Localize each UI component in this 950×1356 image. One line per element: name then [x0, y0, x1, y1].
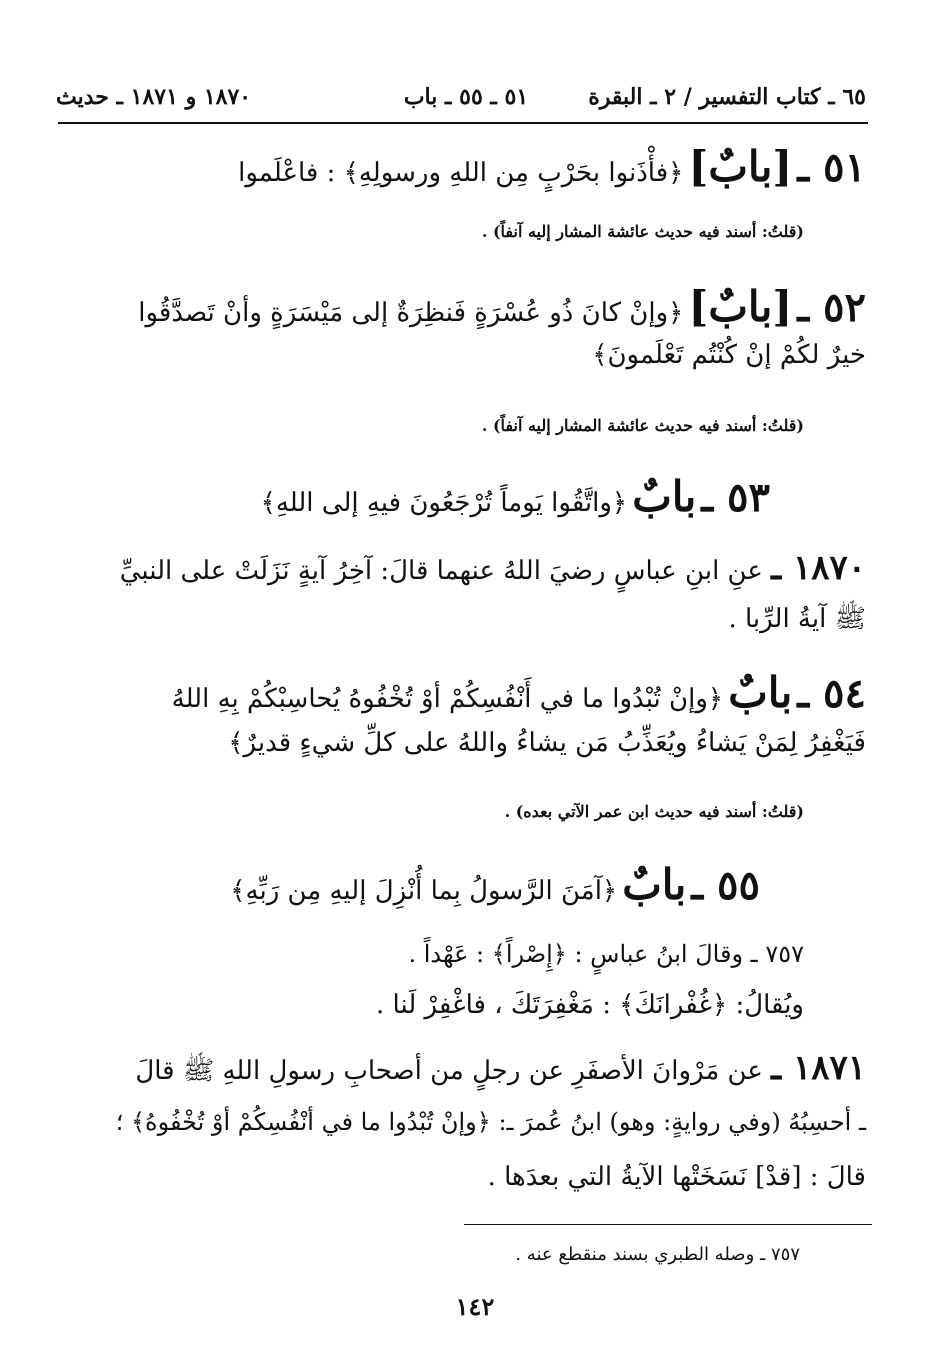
hadith-1870-line-2: ﷺ آيةُ الرِّبا .	[728, 604, 866, 634]
section-51-heading	[238, 142, 866, 191]
section-number: ٥٣ ـ	[701, 474, 770, 521]
section-number: ٥٤ ـ	[797, 670, 866, 717]
taliq-757-line-2: ويُقالُ: ﴿غُفْرانَكَ﴾ : مَغْفِرَتَكَ ، فاغْفِرْ لَنا .	[376, 990, 804, 1020]
section-verse: ﴿واتَّقُوا يَوماً تُرْجَعُونَ فيهِ إلى اللهِ﴾	[260, 488, 628, 518]
section-52-verse-line-2: خيرٌ لكُمْ إنْ كُنْتُم تَعْلَمونَ﴾	[592, 340, 866, 370]
section-verse: ﴿وإنْ كانَ ذُو عُسْرَةٍ فَنظِرَةٌ إلى مَيْسَرَةٍ وأنْ تَصدَّقُوا	[138, 298, 684, 328]
taliq-757-line-1: ٧٥٧ ـ وقالَ ابنُ عباسٍ : ﴿إِصْراً﴾ : عَهْداً .	[408, 940, 804, 968]
section-51-note: (قلتُ: أسند فيه حديث عائشة المشار إليه آنفاً) .	[481, 222, 804, 241]
hadith-1870-line-1	[120, 548, 866, 588]
section-54-heading	[172, 668, 866, 717]
page-number: ١٤٢	[455, 1292, 495, 1321]
section-label: [بابٌ]	[688, 142, 793, 191]
section-number: ٥٢ ـ	[797, 284, 866, 331]
section-52-note: (قلتُ: أسند فيه حديث عائشة المشار إليه آنفاً) .	[481, 416, 804, 435]
hadith-1871-line-2: ـ أحسِبُهُ (وفي روايةٍ: وهو) ابنُ عُمرَ ـ: ﴿وإنْ تُبْدُوا ما في أنْفُسِكُمْ أوْ تُخْفُوهُ﴾ ؛	[115, 1108, 866, 1136]
hadith-1871-line-3: قالَ : [قدْ] نَسَخَتْها الآيةُ التي بعدَها .	[487, 1162, 866, 1192]
section-number: ٥٥ ـ	[691, 862, 760, 909]
section-label: بابٌ	[728, 668, 793, 717]
header-chapter-title: ٦٥ ـ كتاب التفسير / ٢ ـ البقرة	[588, 84, 866, 110]
section-55-heading	[230, 860, 760, 909]
header-section-range: ٥١ ـ ٥٥ ـ باب	[403, 84, 529, 110]
section-label: [بابٌ]	[688, 282, 793, 331]
section-number: ٥١ ـ	[797, 144, 866, 191]
hadith-number: ١٨٧٠ ـ	[771, 548, 866, 588]
section-53-heading	[261, 472, 770, 521]
hadith-text: عن مَرْوانَ الأصفَرِ عن رجلٍ من أصحابِ رسولِ اللهِ ﷺ قالَ	[135, 1056, 763, 1086]
section-label: بابٌ	[622, 860, 687, 909]
section-verse: ﴿آمَنَ الرَّسولُ بِما أُنْزِلَ إليهِ مِن رَبِّهِ﴾	[230, 876, 618, 906]
hadith-number: ١٨٧١ ـ	[771, 1048, 866, 1088]
header-hadith-range: ١٨٧٠ و ١٨٧١ ـ حديث	[56, 84, 252, 110]
section-label: بابٌ	[632, 472, 697, 521]
section-54-note: (قلتُ: أسند فيه حديث ابن عمر الآتي بعده) .	[504, 802, 804, 821]
section-54-verse-line-2: فَيَغْفِرُ لِمَنْ يَشاءُ ويُعَذِّبُ مَن يشاءُ واللهُ على كلِّ شيءٍ قديرٌ﴾	[228, 728, 866, 758]
section-verse: ﴿وإنْ تُبْدُوا ما في أَنْفُسِكُمْ أوْ تُخْفُوهُ يُحاسِبْكُمْ بِهِ اللهُ	[171, 684, 724, 714]
section-52-heading	[138, 282, 866, 331]
header-rule	[58, 122, 868, 124]
hadith-text: عنِ ابنِ عباسٍ رضيَ اللهُ عنهما قالَ: آخِرُ آيةٍ نَزَلَتْ على النبيِّ	[119, 556, 763, 586]
footnote-757: ٧٥٧ ـ وصله الطبري بسند منقطع عنه .	[515, 1244, 800, 1265]
section-verse: ﴿فأْذَنوا بحَرْبٍ مِن اللهِ ورسولِهِ﴾ : فاعْلَموا	[238, 158, 684, 188]
footnote-rule	[464, 1224, 872, 1225]
hadith-1871-line-1	[135, 1048, 866, 1092]
